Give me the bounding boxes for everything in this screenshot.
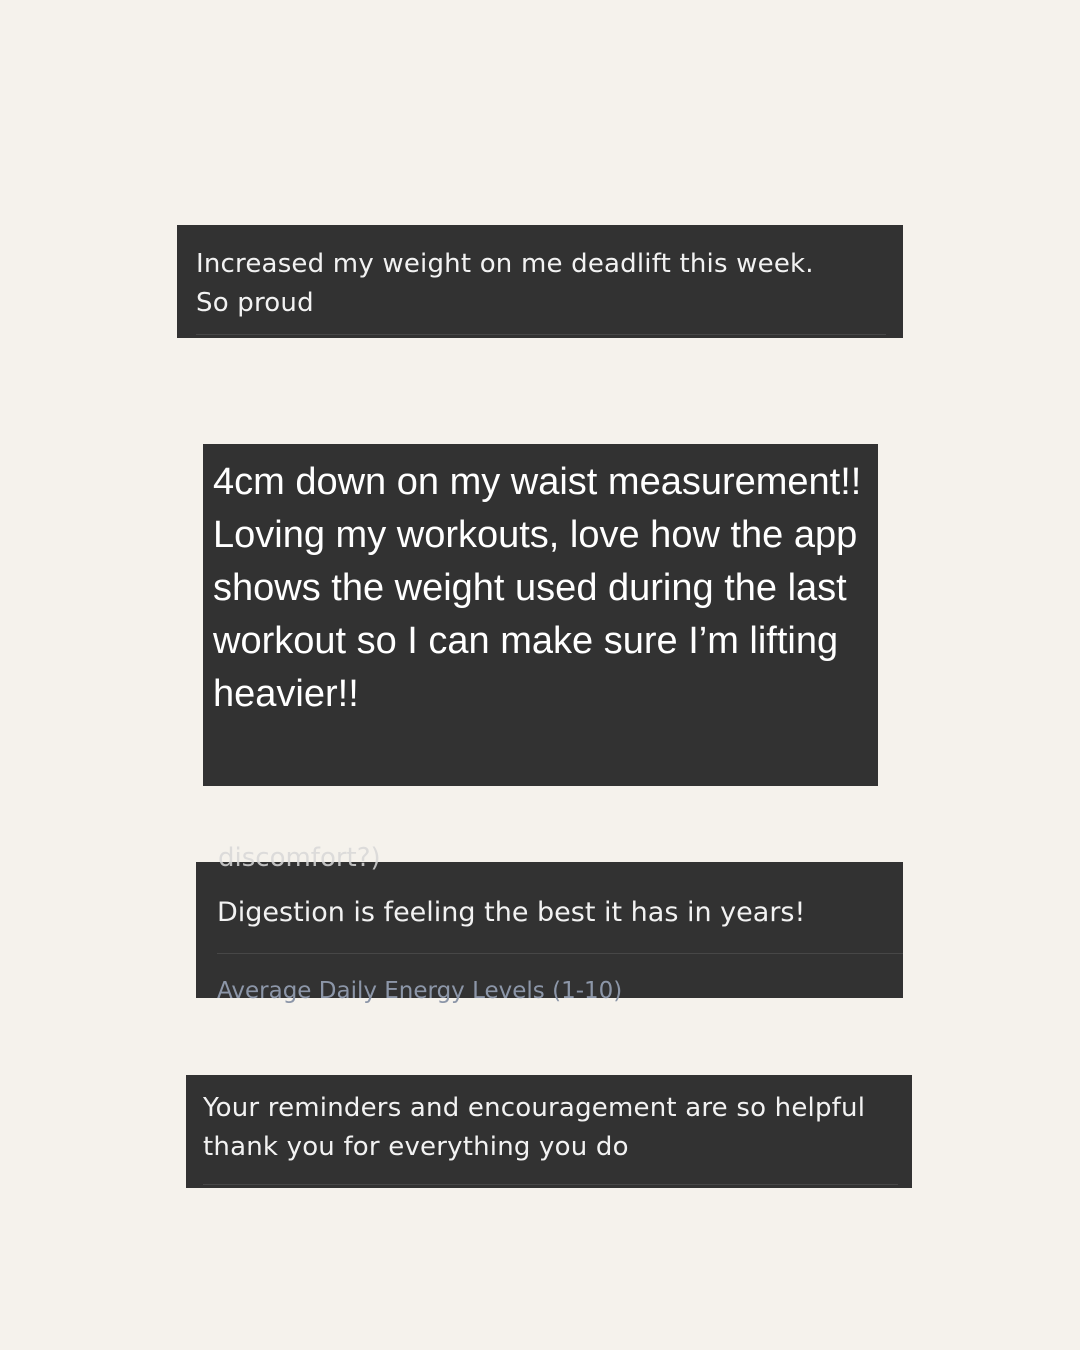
feedback-card-waist [203,444,878,786]
feedback-card-digestion [196,843,903,1004]
feedback-text: Digestion is feeling the best it has in years! [217,897,806,928]
feedback-text: Your reminders and encouragement are so helpful thank you for everything you do [203,1093,866,1162]
divider [203,1184,898,1185]
divider [196,334,886,335]
clipped-next-field-label: Average Daily Energy Levels (1-10) [217,978,623,1004]
feedback-text: 4cm down on my waist measurement!! Loving my workouts, love how the app shows the weight used during the last workout so I can make sure I’m lifting heavier!! [213,461,862,715]
feedback-text: Increased my weight on me deadlift this week. So proud [196,249,814,318]
feedback-card-deadlift [177,225,903,338]
divider [217,953,903,954]
clipped-previous-line: discomfort?) [218,843,381,873]
feedback-card-reminders [186,1075,912,1188]
